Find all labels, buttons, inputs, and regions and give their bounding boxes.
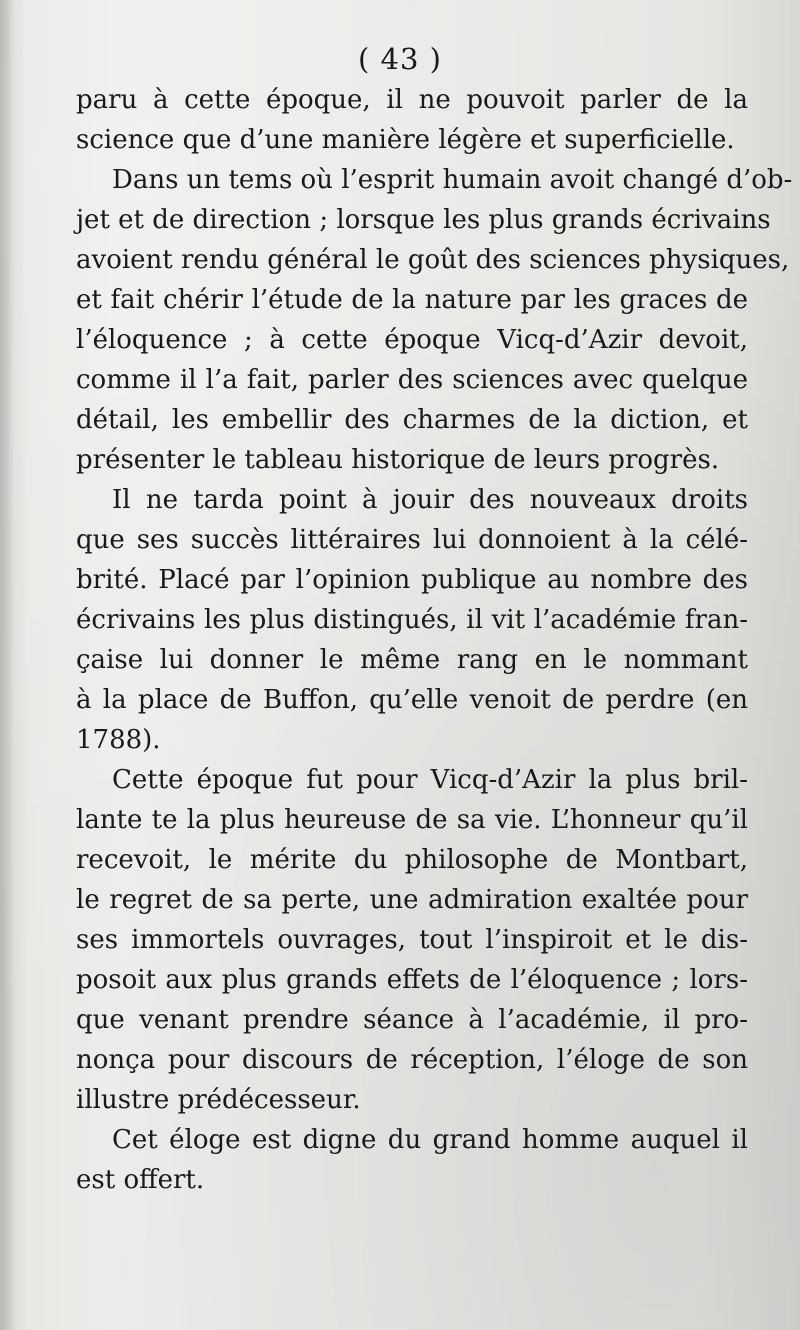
text-line: lante te la plus heureuse de sa vie. L’honneur qu’il — [76, 805, 748, 835]
text-line: çaise lui donner le même rang en le nommant — [76, 645, 748, 675]
text-line: avoient rendu général le goût des sciences physiques, — [76, 245, 790, 275]
text-line: 1788). — [76, 725, 161, 755]
text-line: Cet éloge est digne du grand homme auquel il — [112, 1125, 748, 1155]
text-line: science que d’une manière légère et superficielle. — [76, 125, 735, 155]
page-number: ( 43 ) — [358, 42, 442, 76]
text-line: écrivains les plus distingués, il vit l’académie fran- — [76, 605, 748, 635]
text-line: l’éloquence ; à cette époque Vicq-d’Azir devoit, — [76, 325, 748, 355]
paragraph — [76, 160, 793, 480]
text-line: détail, les embellir des charmes de la diction, et — [76, 405, 748, 435]
text-line: le regret de sa perte, une admiration exaltée pour — [76, 885, 748, 915]
text-line: Dans un tems où l’esprit humain avoit changé d’ob- — [112, 165, 793, 195]
text-line: est offert. — [76, 1165, 205, 1195]
paragraph — [76, 480, 748, 760]
text-line: comme il l’a fait, parler des sciences avec quelque — [76, 365, 748, 395]
body-text — [76, 80, 793, 1200]
text-line: paru à cette époque, il ne pouvoit parler de la — [76, 85, 748, 115]
text-line: présenter le tableau historique de leurs progrès. — [76, 445, 720, 475]
text-line: Il ne tarda point à jouir des nouveaux droits — [112, 485, 748, 515]
text-line: brité. Placé par l’opinion publique au nombre des — [76, 565, 748, 595]
text-line: que ses succès littéraires lui donnoient à la célé- — [76, 525, 748, 555]
text-line: que venant prendre séance à l’académie, il pro- — [76, 1005, 748, 1035]
text-line: ses immortels ouvrages, tout l’inspiroit et le dis- — [76, 925, 748, 955]
text-line: à la place de Buffon, qu’elle venoit de perdre (en — [76, 685, 748, 715]
paragraph — [76, 760, 748, 1120]
text-line: posoit aux plus grands effets de l’éloquence ; lors- — [76, 965, 748, 995]
text-line: illustre prédécesseur. — [76, 1085, 361, 1115]
paragraph — [76, 80, 748, 160]
text-line: nonça pour discours de réception, l’éloge de son — [76, 1045, 748, 1075]
paragraph — [76, 1120, 748, 1200]
text-line: Cette époque fut pour Vicq-d’Azir la plus bril- — [112, 765, 748, 795]
text-line: recevoit, le mérite du philosophe de Montbart, — [76, 845, 748, 875]
text-line: jet et de direction ; lorsque les plus grands écrivains — [76, 205, 771, 235]
text-line: et fait chérir l’étude de la nature par les graces de — [76, 285, 748, 315]
